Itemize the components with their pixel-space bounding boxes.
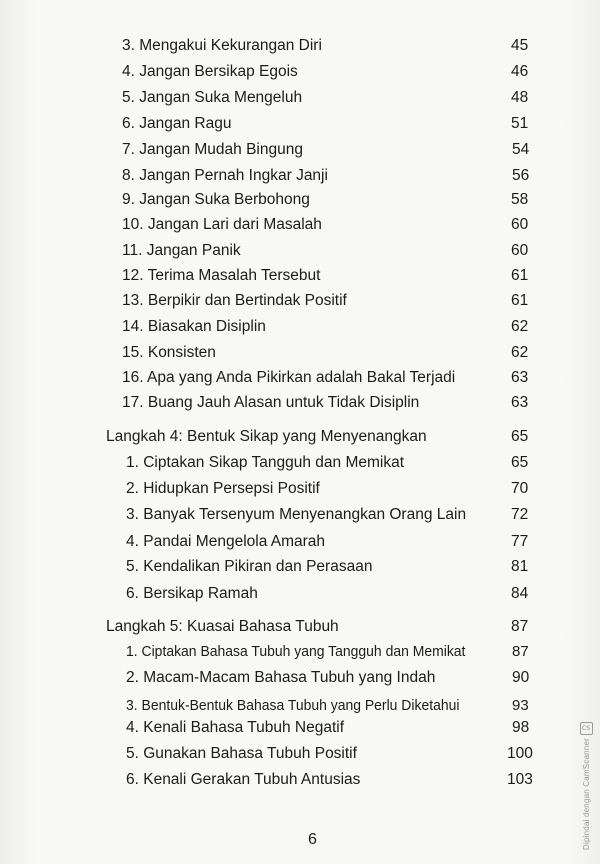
toc-entry <box>126 478 543 500</box>
toc-entry-title: 7. Jangan Mudah Bingung <box>122 141 303 158</box>
toc-entry-title: 5. Jangan Suka Mengeluh <box>122 89 303 106</box>
toc-entry-page: 62 <box>511 318 529 335</box>
toc-entry <box>126 556 543 578</box>
toc-entry-title: 3. Mengakui Kekurangan Diri <box>122 37 322 54</box>
toc-entry <box>122 316 543 338</box>
toc-entry-title: 11. Jangan Panik <box>122 242 241 259</box>
toc-entry-title: 5. Kendalikan Pikiran dan Perasaan <box>126 558 373 575</box>
toc-entry-page: 63 <box>511 394 529 411</box>
toc-entry <box>122 61 543 83</box>
toc-entry-title: 3. Banyak Tersenyum Menyenangkan Orang Lain <box>126 506 467 523</box>
toc-entry <box>126 717 544 739</box>
toc-entry-title: 9. Jangan Suka Berbohong <box>122 191 310 208</box>
toc-entry-title: 5. Gunakan Bahasa Tubuh Positif <box>126 745 357 762</box>
toc-entry <box>106 426 543 448</box>
toc-entry <box>122 290 543 312</box>
toc-entry-page: 103 <box>507 771 533 788</box>
camscanner-icon: CS <box>580 722 593 735</box>
toc-entry-title: 2. Hidupkan Persepsi Positif <box>126 480 320 497</box>
toc-entry-title: 1. Ciptakan Sikap Tangguh dan Memikat <box>126 454 405 471</box>
toc-entry-page: 61 <box>511 267 529 284</box>
toc-entry <box>122 214 543 236</box>
toc-entry <box>122 265 543 287</box>
toc-entry-page: 45 <box>511 37 529 54</box>
toc-entry-page: 87 <box>511 618 529 635</box>
toc-entry-page: 98 <box>512 719 530 736</box>
toc-entry-page: 61 <box>511 292 529 309</box>
toc-entry <box>122 392 543 414</box>
toc-entry-title: 16. Apa yang Anda Pikirkan adalah Bakal Terjadi <box>122 369 456 386</box>
toc-entry <box>126 641 544 663</box>
toc-entry <box>126 695 544 717</box>
toc-entry <box>126 583 543 605</box>
toc-entry <box>126 667 544 689</box>
toc-entry-page: 90 <box>512 669 530 686</box>
toc-entry-title: 4. Pandai Mengelola Amarah <box>126 533 326 550</box>
toc-entry-title: 4. Kenali Bahasa Tubuh Negatif <box>126 719 345 736</box>
toc-entry <box>122 113 543 135</box>
toc-entry-page: 58 <box>511 191 529 208</box>
toc-entry-page: 46 <box>511 63 529 80</box>
toc-entry <box>122 165 544 187</box>
toc-entry-page: 56 <box>512 167 530 184</box>
toc-entry-page: 81 <box>511 558 529 575</box>
toc-entry <box>126 769 539 791</box>
toc-entry-title: 6. Jangan Ragu <box>122 115 232 132</box>
toc-entry-title: 12. Terima Masalah Tersebut <box>122 267 321 284</box>
toc-entry-title: 6. Kenali Gerakan Tubuh Antusias <box>126 771 361 788</box>
toc-entry-page: 84 <box>511 585 529 602</box>
toc-entry-page: 60 <box>511 216 529 233</box>
toc-entry-page: 70 <box>511 480 529 497</box>
toc-entry <box>126 452 543 474</box>
toc-entry-title: 3. Bentuk-Bentuk Bahasa Tubuh yang Perlu Diketahui <box>126 697 460 714</box>
toc-entry <box>122 342 543 364</box>
toc-entry <box>122 367 543 389</box>
toc-entry-page: 60 <box>511 242 529 259</box>
toc-entry-title: 10. Jangan Lari dari Masalah <box>122 216 322 233</box>
toc-entry <box>122 189 543 211</box>
toc-entry <box>122 240 543 262</box>
toc-entry <box>106 616 543 638</box>
scanner-watermark <box>578 722 594 852</box>
toc-entry-page: 72 <box>511 506 529 523</box>
toc-entry-title: 14. Biasakan Disiplin <box>122 318 266 335</box>
toc-entry-page: 62 <box>511 344 529 361</box>
toc-entry-page: 100 <box>507 745 533 762</box>
toc-entry-page: 51 <box>511 115 529 132</box>
toc-entry-page: 77 <box>511 533 529 550</box>
toc-entry-title: Langkah 5: Kuasai Bahasa Tubuh <box>106 618 339 635</box>
toc-entry-title: 8. Jangan Pernah Ingkar Janji <box>122 167 328 184</box>
toc-entry <box>126 504 543 526</box>
toc-entry-page: 65 <box>511 428 529 445</box>
toc-entry <box>122 87 543 109</box>
scanner-watermark-text: Dipindai dengan CamScanner <box>581 738 591 850</box>
toc-entry-title: 6. Bersikap Ramah <box>126 585 258 602</box>
toc-entry-page: 65 <box>511 454 529 471</box>
toc-entry-title: 17. Buang Jauh Alasan untuk Tidak Disiplin <box>122 394 420 411</box>
toc-entry <box>122 35 543 57</box>
toc-entry <box>126 743 539 765</box>
page-number: 6 <box>308 831 317 848</box>
toc-entry-page: 48 <box>511 89 529 106</box>
toc-entry-title: 4. Jangan Bersikap Egois <box>122 63 298 80</box>
toc-entry <box>122 139 544 161</box>
toc-entry-title: 15. Konsisten <box>122 344 216 361</box>
toc-entry-page: 63 <box>511 369 529 386</box>
toc-entry-page: 54 <box>512 141 530 158</box>
toc-entry-title: 2. Macam-Macam Bahasa Tubuh yang Indah <box>126 669 436 686</box>
toc-entry-page: 87 <box>512 643 529 660</box>
toc-entry-page: 93 <box>512 697 529 714</box>
toc-entry-title: 1. Ciptakan Bahasa Tubuh yang Tangguh dan Memikat <box>126 643 466 660</box>
toc-entry <box>126 531 543 553</box>
toc-entry-title: Langkah 4: Bentuk Sikap yang Menyenangkan <box>106 428 427 445</box>
toc-entry-title: 13. Berpikir dan Bertindak Positif <box>122 292 347 309</box>
